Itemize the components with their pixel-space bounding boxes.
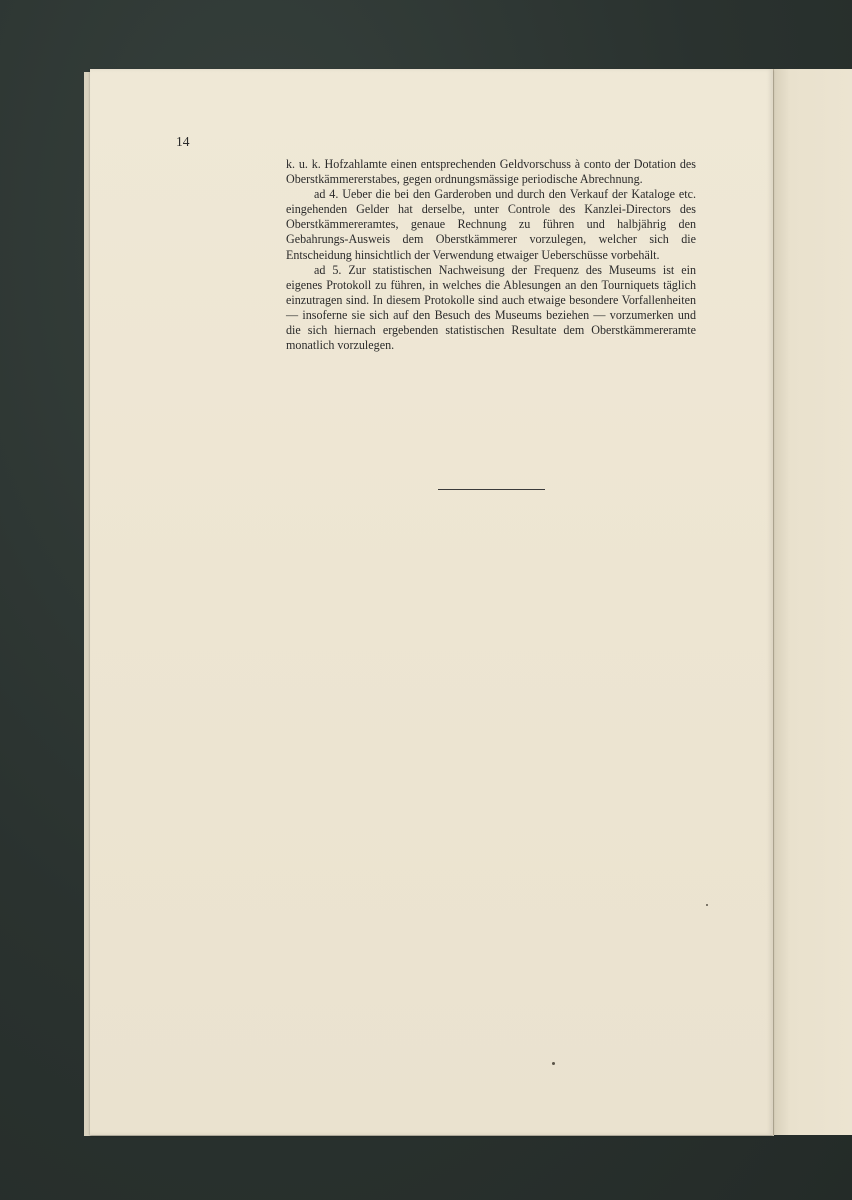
section-divider-rule bbox=[438, 489, 545, 490]
paragraph-ad-4: ad 4. Ueber die bei den Garderoben und durch den Verkauf der Kataloge etc. eingehenden Gelder hat derselbe, unter Controle des Kanzlei-Directors des Oberstkämmereramtes, genaue Rechnung zu führen und halbjährig den Gebahrungs-Ausweis dem Oberstkämmerer vorzulegen, welcher sich die Entscheidung hinsichtlich der Verwendung etwaiger Ueberschüsse vorbehält. bbox=[286, 187, 696, 262]
page-number: 14 bbox=[176, 134, 190, 149]
paragraph-1: k. u. k. Hofzahlamte einen entsprechenden Geldvorschuss à conto der Dotation des Oberstkämmererstabes, gegen ordnungsmässige periodische Abrechnung. bbox=[286, 157, 696, 187]
paragraph-ad-5: ad 5. Zur statistischen Nachweisung der Frequenz des Museums ist ein eigenes Protokoll zu führen, in welches die Ablesungen an den Tourniquets täglich einzutragen sind. In diesem Protokolle sind auch etwaige besondere Vorfallenheiten — insoferne sie sich auf den Besuch des Museums beziehen — vorzumerken und die sich hiernach ergebenden statistischen Resultate dem Oberstkämmereramte monatlich vorzulegen. bbox=[286, 262, 696, 353]
body-text bbox=[286, 157, 696, 353]
paper-speck bbox=[706, 904, 708, 906]
paper-speck bbox=[552, 1062, 555, 1065]
adjacent-page-edge bbox=[773, 69, 852, 1135]
document-page bbox=[90, 69, 773, 1135]
